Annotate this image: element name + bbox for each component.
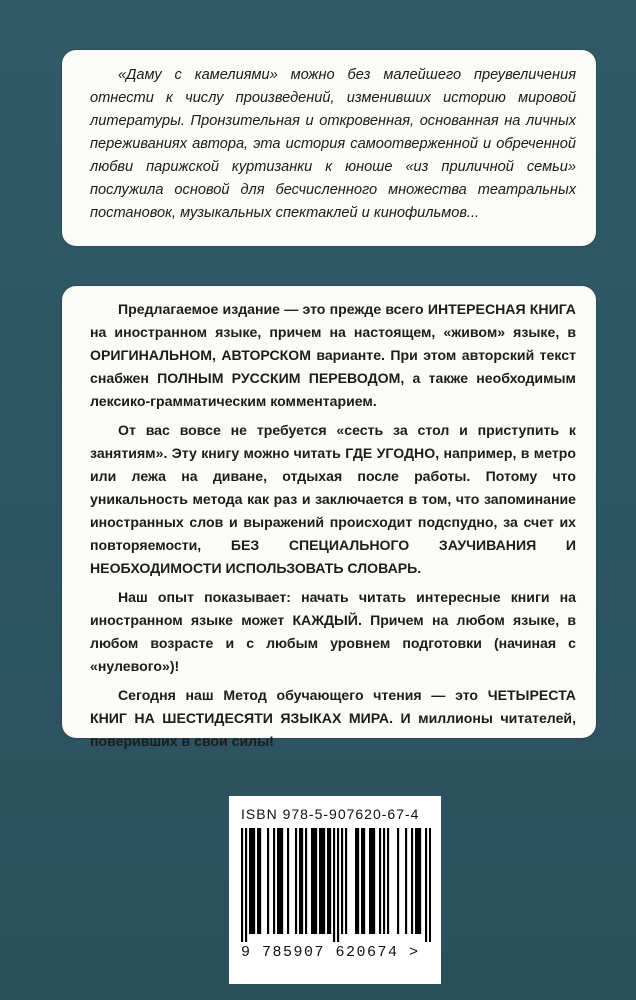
barcode-bar bbox=[253, 828, 255, 934]
barcode-bar bbox=[397, 828, 399, 934]
barcode-bar bbox=[327, 828, 329, 934]
barcode-bar bbox=[305, 828, 307, 934]
barcode-bar bbox=[313, 828, 315, 934]
barcode-bar bbox=[411, 828, 413, 934]
barcode-bar bbox=[279, 828, 281, 934]
emphasis: ОРИГИНАЛЬНОМ, АВТОРСКОМ bbox=[90, 347, 311, 363]
barcode-bar bbox=[245, 828, 247, 942]
barcode-bar bbox=[249, 828, 251, 934]
barcode-bar bbox=[345, 828, 347, 934]
barcode-bar bbox=[371, 828, 373, 934]
barcode-bar bbox=[419, 828, 421, 934]
blurb-text: «Даму с камелиями» можно без малейшего преувеличения отнести к числу произведений, изменивших историю мировой литературы. Пронзительная и откровенная, основанная на личных переживаниях автора, эта история самоотверженной и обреченной любви парижской куртизанки к юноше «из приличной семьи» послужила основой для бесчисленного множества театральных постановок, музыкальных спектаклей и кинофильмов... bbox=[90, 67, 576, 221]
barcode-bar bbox=[319, 828, 321, 934]
barcode-bar bbox=[301, 828, 303, 934]
description-panel bbox=[62, 286, 596, 749]
barcode-bar bbox=[417, 828, 419, 934]
paragraph-2: От вас вовсе не требуется «сесть за стол и приступить к занятиям». Эту книгу можно читать ГДЕ УГОДНО, например, в метро или лежа на диване, отдыхая после работы. Потому что уникальность метода как раз и заключается в том, что запоминание иностранных слов и выражений происходит подспудно, за счет их повторяемости, БЕЗ СПЕЦИАЛЬНОГО ЗАУЧИВАНИЯ И НЕОБХОДИМОСТИ ИСПОЛЬЗОВАТЬ СЛОВАРЬ. bbox=[90, 422, 576, 576]
barcode-bar bbox=[355, 828, 357, 934]
barcode-bar bbox=[379, 828, 381, 934]
barcode-box bbox=[229, 796, 441, 984]
barcode-bar bbox=[273, 828, 275, 934]
barcode-bar bbox=[341, 828, 343, 934]
barcode-bar bbox=[295, 828, 297, 934]
barcode-bar bbox=[241, 828, 243, 942]
barcode-bar bbox=[429, 828, 431, 942]
barcode-bar bbox=[415, 828, 417, 934]
paragraph-3: Наш опыт показывает: начать читать интересные книги на иностранном языке может КАЖДЫЙ. Причем на любом языке, в любом возрасте и с любым уровнем подготовки (начиная с «нулевого»)! bbox=[90, 589, 576, 674]
barcode-bar bbox=[329, 828, 331, 934]
paragraph-1: Предлагаемое издание — это прежде всего ИНТЕРЕСНАЯ КНИГА на иностранном языке, причем на настоящем, «живом» языке, в ОРИГИНАЛЬНОМ, АВТОРСКОМ варианте. При этом авторский текст снабжен ПОЛНЫМ РУССКИМ ПЕРЕВОДОМ, а также необходимым лексико-грамматическим комментарием. bbox=[90, 301, 577, 409]
barcode-bar bbox=[373, 828, 375, 934]
barcode-bar bbox=[281, 828, 283, 934]
barcode-bar bbox=[259, 828, 261, 934]
ean-digits: 9 785907 620674 > bbox=[241, 944, 420, 961]
barcode-bar bbox=[315, 828, 317, 934]
paragraph-4: Сегодня наш Метод обучающего чтения — это ЧЕТЫРЕСТА КНИГ НА ШЕСТИДЕСЯТИ ЯЗЫКАХ МИРА. И миллионы читателей, поверивших в свои силы! bbox=[90, 687, 576, 749]
isbn-label: ISBN 978-5-907620-67-4 bbox=[241, 806, 420, 822]
emphasis: БЕЗ СПЕЦИАЛЬНОГО ЗАУЧИВАНИЯ И НЕОБХОДИМОСТИ ИСПОЛЬЗОВАТЬ СЛОВАРЬ bbox=[90, 537, 576, 576]
barcode-bar bbox=[361, 828, 363, 934]
barcode-bar bbox=[257, 828, 259, 934]
barcode-bar bbox=[267, 828, 269, 934]
barcode-bar bbox=[383, 828, 385, 934]
emphasis: ПОЛНЫМ РУССКИМ ПЕРЕВОДОМ bbox=[157, 370, 401, 386]
barcode-bar bbox=[287, 828, 289, 934]
barcode-bar bbox=[337, 828, 339, 942]
barcode-bar bbox=[369, 828, 371, 934]
barcode-bar bbox=[277, 828, 279, 934]
barcode-bar bbox=[405, 828, 407, 934]
barcode-bar bbox=[333, 828, 335, 942]
barcode-bar bbox=[251, 828, 253, 934]
emphasis: ИНТЕРЕСНАЯ КНИГА bbox=[427, 301, 576, 317]
barcode-bar bbox=[357, 828, 359, 934]
emphasis: КАЖДЫЙ bbox=[292, 612, 358, 628]
barcode-icon bbox=[241, 828, 431, 942]
barcode-bar bbox=[363, 828, 365, 934]
barcode-bar bbox=[299, 828, 301, 934]
barcode-bar bbox=[425, 828, 427, 942]
barcode-bar bbox=[323, 828, 325, 934]
blurb-panel bbox=[62, 50, 596, 246]
barcode-bar bbox=[321, 828, 323, 934]
emphasis: ЧЕТЫРЕСТА КНИГ НА ШЕСТИДЕСЯТИ ЯЗЫКАХ МИРА bbox=[90, 687, 576, 726]
emphasis: ГДЕ УГОДНО bbox=[345, 445, 436, 461]
barcode-bar bbox=[311, 828, 313, 934]
barcode-bar bbox=[387, 828, 389, 934]
